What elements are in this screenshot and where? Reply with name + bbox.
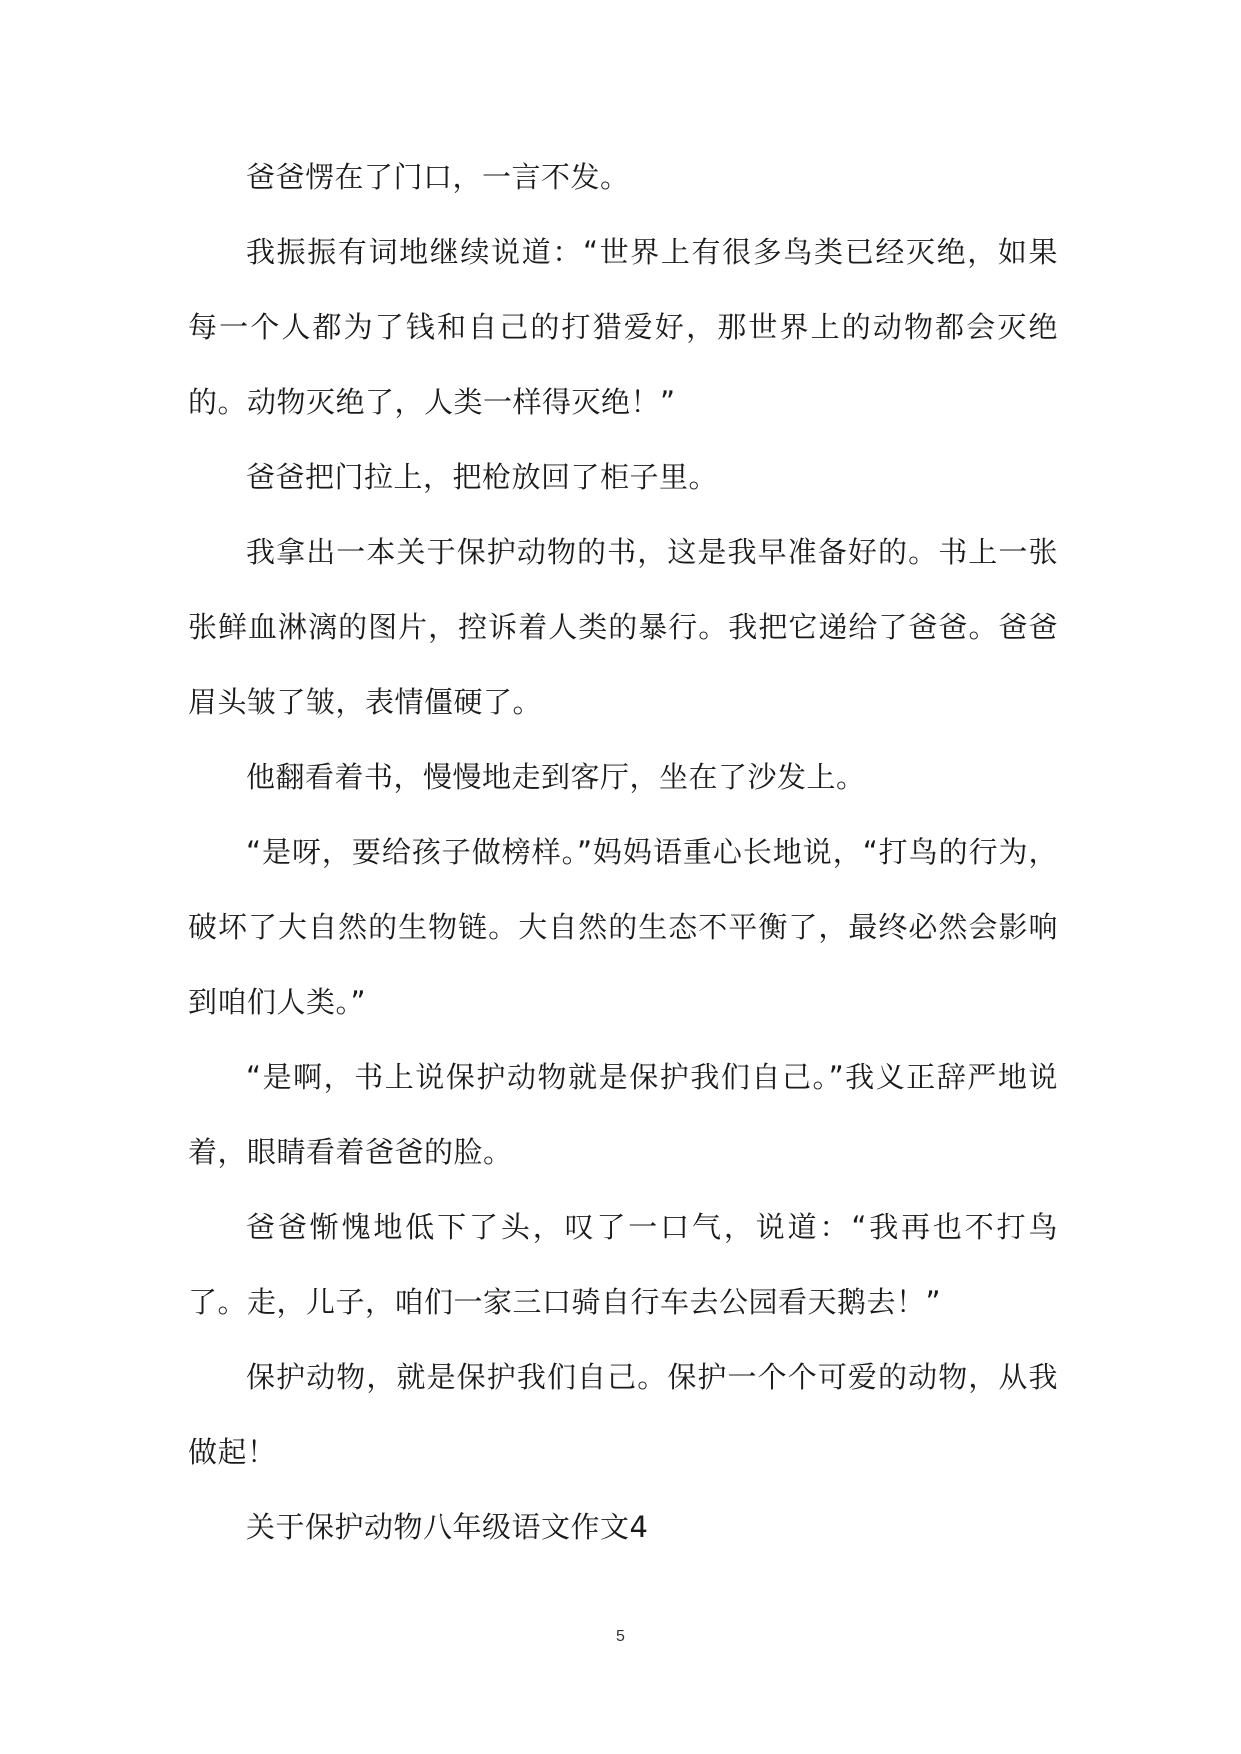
section-heading: 关于保护动物八年级语文作文4: [246, 1510, 649, 1544]
paragraph: “是啊，书上说保护动物就是保护我们自己。”我义正辞严地说着，眼睛看着爸爸的脸。: [188, 1060, 1058, 1169]
paragraph: 爸爸愣在了门口，一言不发。: [246, 160, 630, 194]
paragraph: 我振振有词地继续说道：“世界上有很多鸟类已经灭绝，如果每一个人都为了钱和自己的打猎爱好，那世界上的动物都会灭绝的。动物灭绝了，人类一样得灭绝！”: [188, 235, 1058, 419]
paragraph: 爸爸把门拉上，把枪放回了柜子里。: [246, 460, 719, 494]
paragraph: 我拿出一本关于保护动物的书，这是我早准备好的。书上一张张鲜血淋漓的图片，控诉着人类的暴行。我把它递给了爸爸。爸爸眉头皱了皱，表情僵硬了。: [188, 535, 1058, 719]
paragraph: 他翻看着书，慢慢地走到客厅，坐在了沙发上。: [246, 760, 866, 794]
paragraph: 爸爸惭愧地低下了头，叹了一口气，说道：“我再也不打鸟了。走，儿子，咱们一家三口骑自行车去公园看天鹅去！”: [188, 1210, 1058, 1319]
paragraph: 保护动物，就是保护我们自己。保护一个个可爱的动物，从我做起！: [188, 1360, 1058, 1469]
paragraph: “是呀，要给孩子做榜样。”妈妈语重心长地说，“打鸟的行为，破坏了大自然的生物链。大自然的生态不平衡了，最终必然会影响到咱们人类。”: [188, 835, 1058, 1019]
page-number: 5: [616, 1628, 625, 1645]
document-body: [188, 140, 1058, 1565]
